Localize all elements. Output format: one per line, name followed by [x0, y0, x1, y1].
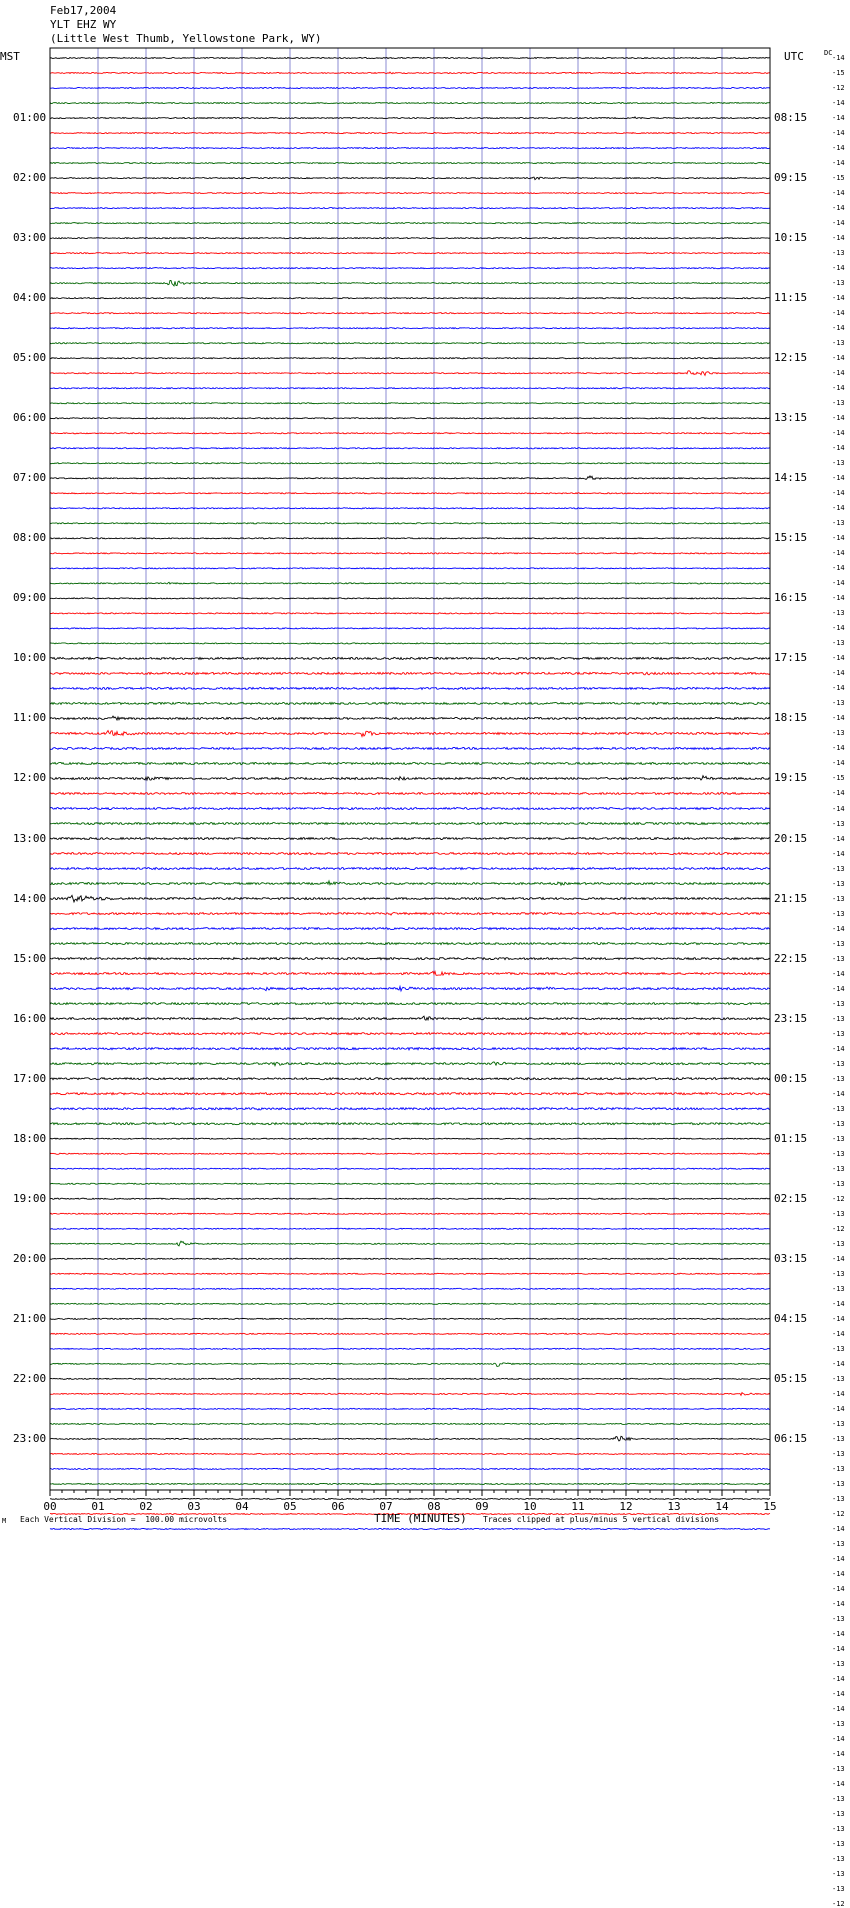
utc-hour-label: 03:15 — [774, 1251, 808, 1265]
trace-line — [50, 1423, 770, 1424]
dc-offset-label: -15 — [832, 69, 845, 77]
trace-line — [50, 1408, 770, 1409]
trace-line — [50, 808, 770, 810]
dc-offset-label: -14 — [832, 294, 845, 303]
trace-line — [50, 986, 770, 990]
trace-line — [50, 971, 770, 975]
trace-line — [50, 687, 770, 689]
trace-line — [50, 117, 770, 119]
dc-offset-label: -13 — [832, 1434, 845, 1443]
trace-line — [50, 657, 770, 659]
trace-line — [50, 358, 770, 359]
dc-offset-label: -13 — [832, 1885, 845, 1894]
dc-offset-label: -14 — [832, 474, 845, 483]
dc-offset-label: -14 — [832, 594, 845, 603]
trace-line — [50, 388, 770, 389]
dc-offset-label: -14 — [832, 1044, 845, 1053]
mst-hour-label: 02:00 — [13, 171, 47, 185]
dc-offset-label: -14 — [832, 219, 845, 228]
x-tick-label: 02 — [139, 1500, 153, 1513]
utc-hour-label: 14:15 — [774, 471, 808, 485]
dc-offset-label: -13 — [832, 1419, 845, 1428]
trace-line — [50, 1032, 770, 1034]
right-axis-title: UTC — [784, 50, 804, 63]
mst-hour-label: 22:00 — [13, 1371, 47, 1385]
seismic-traces — [50, 57, 770, 1534]
footer-mark: M — [2, 1517, 7, 1525]
dc-offset-label: -13 — [832, 279, 845, 288]
trace-line — [50, 643, 770, 644]
trace-line — [50, 1228, 770, 1229]
x-tick-label: 04 — [235, 1500, 249, 1513]
x-tick-label: 08 — [427, 1500, 441, 1513]
dc-offset-label: -13 — [832, 1029, 845, 1038]
dc-offset-label: -14 — [832, 444, 845, 453]
dc-offset-label: -14 — [832, 579, 845, 588]
trace-line — [50, 268, 770, 269]
dc-offset-label: -13 — [832, 1494, 845, 1503]
trace-line — [50, 553, 770, 554]
dc-offset-label: -14 — [832, 1329, 845, 1338]
trace-line — [50, 102, 770, 103]
dc-offset-label: -14 — [832, 1630, 845, 1639]
dc-offset-label: -13 — [832, 1374, 845, 1383]
trace-line — [50, 1258, 770, 1259]
dc-offset-label: -13 — [832, 939, 845, 948]
utc-hour-label: 15:15 — [774, 531, 808, 545]
trace-line — [50, 613, 770, 614]
dc-offset-label: -13 — [832, 1825, 845, 1834]
dc-offset-label: -13 — [832, 999, 845, 1008]
mst-hour-label: 10:00 — [13, 651, 47, 665]
dc-offset-label: -13 — [832, 1104, 845, 1113]
trace-line — [50, 1273, 770, 1274]
utc-hour-label: 11:15 — [774, 291, 808, 305]
x-axis-label: TIME (MINUTES) — [374, 1512, 467, 1525]
dc-offset-label: -14 — [832, 114, 845, 123]
dc-offset-label: -13 — [832, 909, 845, 918]
trace-line — [50, 163, 770, 164]
dc-offset-label: -13 — [832, 639, 845, 648]
trace-line — [50, 747, 770, 749]
utc-hour-label: 05:15 — [774, 1371, 808, 1385]
dc-offset-label: -14 — [832, 1675, 845, 1684]
dc-offset-label: -13 — [832, 1449, 845, 1458]
x-tick-label: 05 — [283, 1500, 297, 1513]
x-tick-label: 10 — [523, 1500, 537, 1513]
dc-offset-label: -13 — [832, 699, 845, 708]
trace-line — [50, 1393, 770, 1396]
dc-offset-label: -14 — [832, 1524, 845, 1533]
utc-hour-label: 12:15 — [774, 351, 808, 365]
x-tick-label: 06 — [331, 1500, 345, 1513]
station-location: (Little West Thumb, Yellowstone Park, WY) — [50, 32, 322, 45]
utc-hour-label: 23:15 — [774, 1011, 808, 1025]
dc-offset-label: -13 — [832, 1344, 845, 1353]
x-axis-ticks — [43, 1490, 776, 1513]
dc-offset-label: -14 — [832, 234, 845, 243]
dc-offset-label: -14 — [832, 1555, 845, 1563]
dc-offset-label: -14 — [832, 1705, 845, 1714]
dc-offset-label: -13 — [832, 1134, 845, 1143]
trace-line — [50, 1333, 770, 1334]
dc-offset-label: -14 — [832, 144, 845, 153]
dc-offset-label: -13 — [832, 1149, 845, 1158]
dc-offset-label: -14 — [832, 534, 845, 543]
dc-offset-label: -14 — [832, 1570, 845, 1578]
dc-offset-label: -13 — [832, 819, 845, 828]
x-tick-label: 14 — [715, 1500, 729, 1513]
dc-offset-label: -14 — [832, 804, 845, 813]
trace-line — [50, 403, 770, 404]
mst-hour-label: 09:00 — [13, 591, 47, 605]
trace-line — [50, 823, 770, 825]
dc-offset-label: -14 — [832, 1780, 845, 1789]
dc-offset-label: -12 — [832, 1224, 845, 1233]
dc-offset-label: -13 — [832, 729, 845, 738]
trace-line — [50, 943, 770, 945]
dc-offset-label: -13 — [832, 399, 845, 408]
trace-line — [50, 1108, 770, 1110]
trace-line — [50, 1498, 770, 1499]
trace-line — [50, 1436, 770, 1441]
trace-line — [50, 493, 770, 494]
x-tick-label: 13 — [667, 1500, 681, 1513]
dc-offset-label: -14 — [832, 489, 845, 498]
trace-line — [50, 1528, 770, 1529]
x-tick-label: 00 — [43, 1500, 57, 1513]
trace-line — [50, 928, 770, 930]
dc-offset-label: -14 — [832, 624, 845, 633]
dc-offset-label: -14 — [832, 1089, 845, 1098]
dc-offset-label: -13 — [832, 1795, 845, 1804]
dc-offset-label: -14 — [832, 1359, 845, 1368]
dc-offset-label: -14 — [832, 789, 845, 798]
utc-hour-label: 08:15 — [774, 111, 808, 125]
trace-line — [50, 1213, 770, 1214]
dc-offset-label: -14 — [832, 414, 845, 423]
x-tick-label: 01 — [91, 1500, 105, 1513]
utc-hour-label: 10:15 — [774, 231, 808, 245]
dc-offset-label: -15 — [832, 774, 845, 783]
trace-line — [50, 1348, 770, 1349]
trace-line — [50, 253, 770, 254]
dc-offset-label: -13 — [832, 1539, 845, 1548]
trace-line — [50, 523, 770, 524]
utc-hour-label: 01:15 — [774, 1131, 808, 1145]
dc-offset-label: -14 — [832, 564, 845, 573]
dc-offset-label: -12 — [832, 1509, 845, 1518]
dc-offset-label: -13 — [832, 609, 845, 618]
trace-line — [50, 448, 770, 449]
station-code: YLT EHZ WY — [50, 18, 117, 31]
trace-line — [50, 582, 770, 584]
trace-line — [50, 476, 770, 480]
dc-offset-label: -12 — [832, 1194, 845, 1203]
dc-offset-label: -13 — [832, 1810, 845, 1819]
x-tick-label: 07 — [379, 1500, 393, 1513]
trace-line — [50, 1198, 770, 1199]
mst-hour-label: 06:00 — [13, 411, 47, 425]
trace-line — [50, 1378, 770, 1379]
trace-line — [50, 238, 770, 239]
trace-line — [50, 280, 770, 285]
dc-offset-label: -14 — [832, 54, 845, 62]
trace-line — [50, 1062, 770, 1066]
mst-hour-label: 13:00 — [13, 831, 47, 845]
dc-offset-label: -14 — [832, 264, 845, 273]
dc-offset-label: -12 — [832, 1900, 845, 1908]
trace-line — [50, 1092, 770, 1094]
dc-offset-label: -13 — [832, 1765, 845, 1774]
dc-offset-label: -13 — [832, 459, 845, 468]
trace-line — [50, 853, 770, 855]
trace-line — [50, 343, 770, 344]
dc-offset-label: -13 — [832, 1014, 845, 1023]
trace-line — [50, 133, 770, 134]
utc-hour-label: 19:15 — [774, 771, 808, 785]
trace-line — [50, 148, 770, 149]
trace-line — [50, 895, 770, 902]
dc-offset-label: -13 — [832, 1164, 845, 1173]
trace-line — [50, 912, 770, 915]
trace-line — [50, 1168, 770, 1169]
dc-offset-label: -14 — [832, 504, 845, 513]
trace-line — [50, 177, 770, 179]
dc-offset-label: -14 — [832, 924, 845, 933]
dc-offset-label: -14 — [832, 1735, 845, 1744]
trace-line — [50, 57, 770, 58]
mst-hour-label: 20:00 — [13, 1251, 47, 1265]
trace-line — [50, 1153, 770, 1154]
dc-label: DC — [824, 49, 833, 57]
utc-hour-label: 06:15 — [774, 1431, 808, 1445]
dc-offset-label: -14 — [832, 1750, 845, 1759]
trace-line — [50, 418, 770, 419]
dc-offset-label: -14 — [832, 1585, 845, 1594]
trace-line — [50, 1318, 770, 1319]
trace-line — [50, 298, 770, 299]
dc-offset-label: -13 — [832, 894, 845, 903]
trace-line — [50, 838, 770, 840]
dc-offset-label: -14 — [832, 354, 845, 363]
trace-line — [50, 193, 770, 194]
dc-offset-label: -14 — [832, 834, 845, 843]
mst-hour-label: 05:00 — [13, 351, 47, 365]
dc-offset-label: -12 — [832, 84, 845, 93]
dc-offset-label: -13 — [832, 1119, 845, 1128]
dc-offset-label: -14 — [832, 189, 845, 198]
dc-offset-label: -14 — [832, 204, 845, 213]
trace-line — [50, 1048, 770, 1050]
dc-offset-label: -14 — [832, 1645, 845, 1654]
utc-hour-label: 02:15 — [774, 1191, 808, 1205]
dc-offset-label: -14 — [832, 1389, 845, 1398]
mst-hour-label: 23:00 — [13, 1431, 47, 1445]
utc-hour-label: 16:15 — [774, 591, 808, 605]
dc-offset-label: -13 — [832, 1660, 845, 1669]
trace-line — [50, 1483, 770, 1484]
trace-line — [50, 1183, 770, 1184]
trace-line — [50, 87, 770, 88]
dc-offset-label: -13 — [832, 1179, 845, 1188]
mst-hour-label: 11:00 — [13, 711, 47, 725]
dc-offset-label: -13 — [832, 1720, 845, 1729]
dc-offset-label: -14 — [832, 1254, 845, 1263]
trace-line — [50, 1002, 770, 1004]
dc-offset-label: -14 — [832, 759, 845, 768]
mst-hour-label: 07:00 — [13, 471, 47, 485]
trace-line — [50, 702, 770, 704]
dc-offset-label: -13 — [832, 1284, 845, 1293]
scale-note: Each Vertical Division = 100.00 microvolts — [20, 1515, 228, 1524]
trace-line — [50, 1016, 770, 1020]
dc-offset-label: -14 — [832, 1404, 845, 1413]
dc-offset-label: -13 — [832, 954, 845, 963]
trace-line — [50, 208, 770, 209]
trace-line — [50, 881, 770, 885]
dc-offset-label: -14 — [832, 549, 845, 558]
x-tick-label: 11 — [571, 1500, 585, 1513]
mst-hour-label: 03:00 — [13, 231, 47, 245]
dc-offset-label: -14 — [832, 429, 845, 438]
utc-hour-label: 20:15 — [774, 831, 808, 845]
dc-offset-label: -13 — [832, 339, 845, 348]
trace-line — [50, 1241, 770, 1246]
dc-offset-label: -15 — [832, 174, 845, 183]
dc-offset-label: -13 — [832, 1074, 845, 1083]
dc-offset-label: -14 — [832, 99, 845, 108]
dc-offset-label: -14 — [832, 324, 845, 333]
dc-offset-label: -14 — [832, 1314, 845, 1323]
dc-offset-label: -14 — [832, 714, 845, 723]
dc-offset-label: -13 — [832, 879, 845, 888]
dc-offset-label: -13 — [832, 864, 845, 873]
left-axis-title: MST — [0, 50, 20, 63]
utc-hour-label: 21:15 — [774, 891, 808, 905]
trace-line — [50, 1303, 770, 1304]
clip-note: Traces clipped at plus/minus 5 vertical divisions — [483, 1515, 720, 1524]
trace-line — [50, 328, 770, 329]
mst-hour-label: 01:00 — [13, 111, 47, 125]
utc-hour-label: 17:15 — [774, 651, 808, 665]
mst-hour-label: 15:00 — [13, 951, 47, 965]
trace-line — [50, 868, 770, 870]
trace-line — [50, 1138, 770, 1139]
trace-line — [50, 568, 770, 569]
dc-offset-label: -13 — [832, 1870, 845, 1879]
dc-offset-label: -14 — [832, 384, 845, 393]
trace-line — [50, 776, 770, 780]
trace-line — [50, 731, 770, 737]
chart-date: Feb17,2004 — [50, 4, 117, 17]
mst-hour-label: 14:00 — [13, 891, 47, 905]
mst-hour-label: 19:00 — [13, 1191, 47, 1205]
trace-line — [50, 793, 770, 795]
dc-offset-label: -14 — [832, 129, 845, 138]
dc-offset-label: -13 — [832, 519, 845, 528]
dc-offset-label: -14 — [832, 1600, 845, 1609]
mst-hour-label: 12:00 — [13, 771, 47, 785]
trace-line — [50, 1288, 770, 1289]
dc-offset-label: -13 — [832, 1209, 845, 1218]
trace-line — [50, 1453, 770, 1454]
trace-line — [50, 762, 770, 764]
trace-line — [50, 72, 770, 74]
mst-hour-label: 04:00 — [13, 291, 47, 305]
dc-offset-label: -14 — [832, 984, 845, 993]
dc-offset-label: -14 — [832, 1299, 845, 1308]
x-tick-label: 12 — [619, 1500, 633, 1513]
x-tick-label: 15 — [763, 1500, 777, 1513]
dc-offset-label: -14 — [832, 684, 845, 693]
dc-offset-label: -13 — [832, 1239, 845, 1248]
dc-offset-label: -14 — [832, 1690, 845, 1699]
dc-offset-label: -14 — [832, 969, 845, 978]
trace-line — [50, 371, 770, 376]
trace-line — [50, 958, 770, 960]
trace-line — [50, 508, 770, 509]
mst-hour-label: 08:00 — [13, 531, 47, 545]
x-tick-label: 09 — [475, 1500, 489, 1513]
utc-hour-label: 04:15 — [774, 1311, 808, 1325]
dc-offset-label: -13 — [832, 1059, 845, 1068]
mst-hour-label: 17:00 — [13, 1071, 47, 1085]
dc-offset-label: -13 — [832, 1479, 845, 1488]
dc-offset-label: -13 — [832, 1464, 845, 1473]
trace-line — [50, 313, 770, 314]
utc-hour-label: 09:15 — [774, 171, 808, 185]
dc-offset-label: -14 — [832, 159, 845, 168]
trace-line — [50, 1468, 770, 1469]
utc-hour-label: 22:15 — [774, 951, 808, 965]
utc-hour-label: 00:15 — [774, 1071, 808, 1085]
trace-line — [50, 598, 770, 599]
utc-hour-label: 18:15 — [774, 711, 808, 725]
dc-offset-label: -14 — [832, 654, 845, 663]
trace-line — [50, 1363, 770, 1367]
dc-offset-label: -14 — [832, 744, 845, 753]
dc-offset-label: -13 — [832, 1840, 845, 1849]
trace-line — [50, 672, 770, 675]
trace-line — [50, 223, 770, 224]
dc-offset-label: -13 — [832, 1615, 845, 1624]
x-tick-label: 03 — [187, 1500, 201, 1513]
trace-line — [50, 716, 770, 720]
trace-line — [50, 463, 770, 464]
dc-offset-label: -14 — [832, 369, 845, 378]
mst-hour-label: 21:00 — [13, 1311, 47, 1325]
trace-line — [50, 1078, 770, 1080]
dc-offset-label: -13 — [832, 249, 845, 258]
dc-offset-label: -14 — [832, 309, 845, 318]
dc-offset-label: -13 — [832, 1269, 845, 1278]
mst-hour-label: 18:00 — [13, 1131, 47, 1145]
trace-line — [50, 1123, 770, 1125]
dc-offset-label: -14 — [832, 669, 845, 678]
trace-line — [50, 433, 770, 434]
dc-offset-label: -14 — [832, 849, 845, 858]
dc-offset-label: -13 — [832, 1855, 845, 1864]
trace-line — [50, 628, 770, 629]
mst-hour-label: 16:00 — [13, 1011, 47, 1025]
utc-hour-label: 13:15 — [774, 411, 808, 425]
trace-line — [50, 538, 770, 539]
